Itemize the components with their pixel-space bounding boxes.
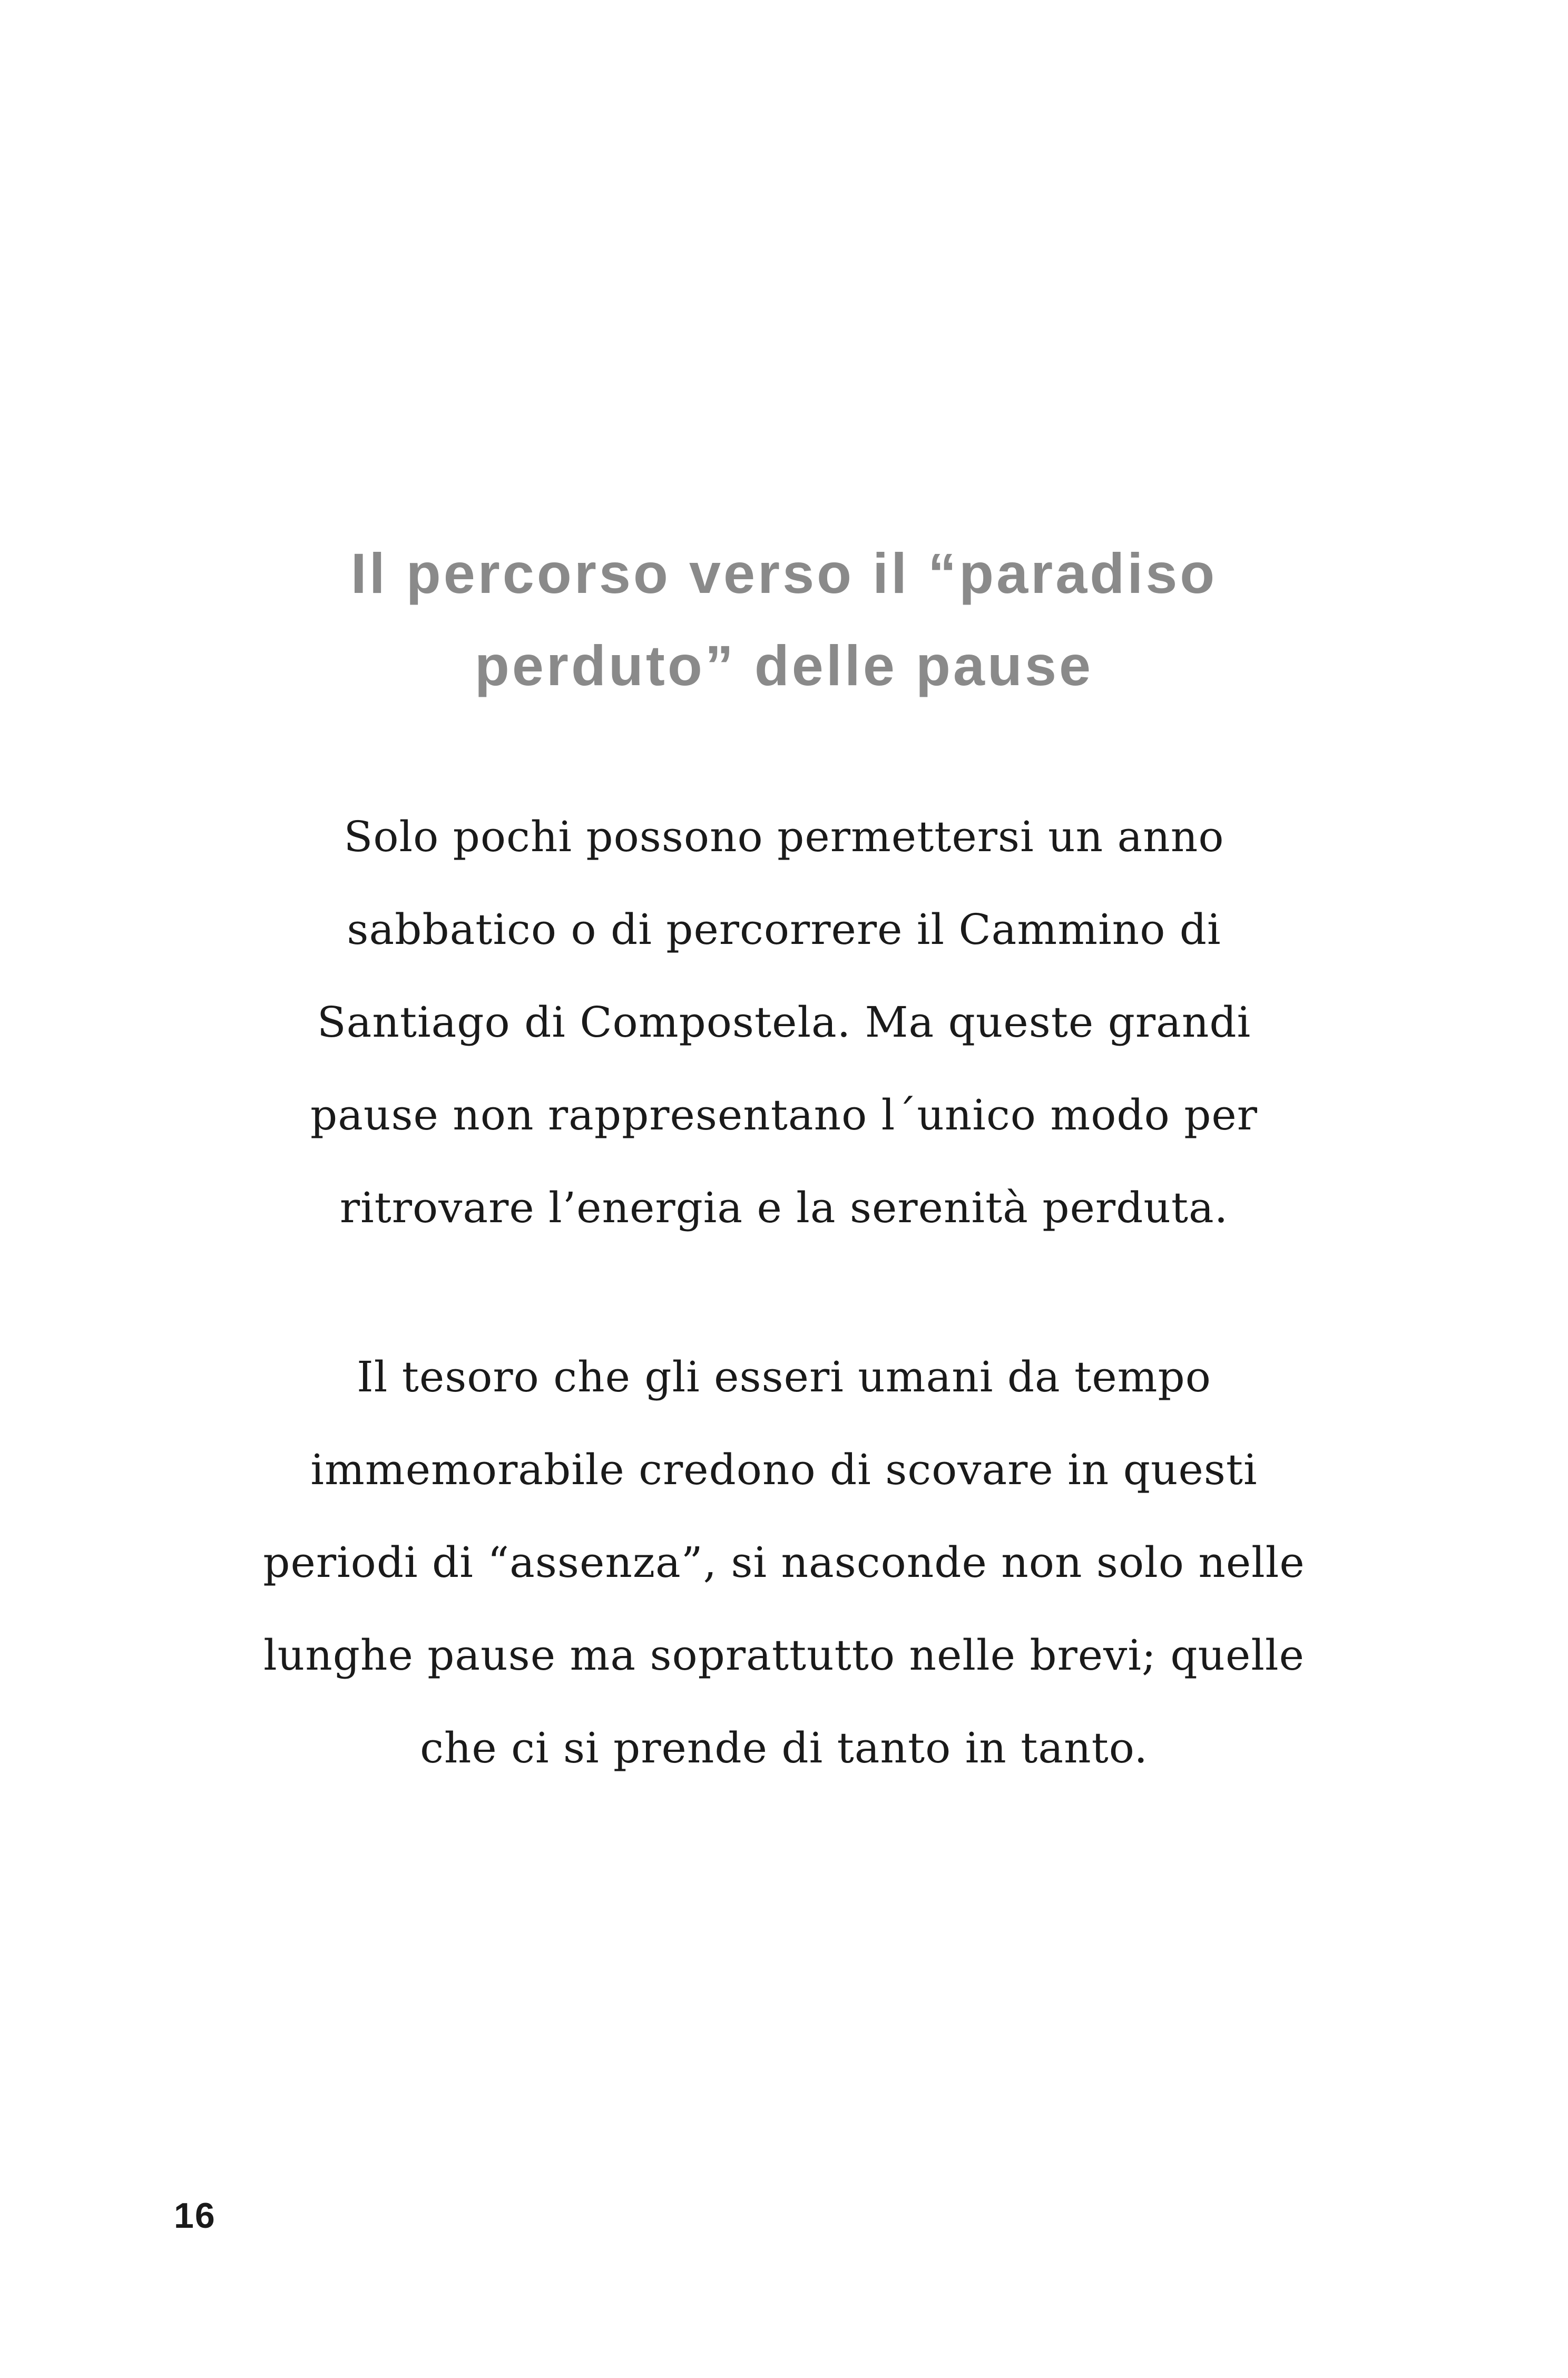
paragraph-1 bbox=[0, 791, 1568, 1254]
paragraph-line: Santiago di Compostela. Ma queste grandi bbox=[317, 998, 1251, 1047]
paragraph-line: che ci si prende di tanto in tanto. bbox=[420, 1723, 1148, 1772]
paragraph-line: periodi di “assenza”, si nasconde non solo nelle bbox=[263, 1538, 1305, 1587]
heading-line-1: Il percorso verso il “paradiso bbox=[350, 541, 1218, 605]
paragraph-line: lunghe pause ma soprattutto nelle brevi; quelle bbox=[263, 1631, 1305, 1680]
paragraph-2 bbox=[0, 1331, 1568, 1795]
paragraph-line: Il tesoro che gli esseri umani da tempo bbox=[357, 1352, 1211, 1401]
paragraph-line: Solo pochi possono permettersi un anno bbox=[344, 812, 1224, 861]
paragraph-line: pause non rappresentano l´unico modo per bbox=[310, 1090, 1258, 1139]
page-number: 16 bbox=[174, 2196, 216, 2236]
section-heading bbox=[0, 527, 1568, 712]
heading-line-2: perduto” delle pause bbox=[474, 634, 1094, 697]
paragraph-line: immemorabile credono di scovare in questi bbox=[310, 1445, 1258, 1494]
paragraph-line: ritrovare l’energia e la serenità perduta. bbox=[339, 1183, 1229, 1232]
paragraph-line: sabbatico o di percorrere il Cammino di bbox=[347, 905, 1221, 954]
